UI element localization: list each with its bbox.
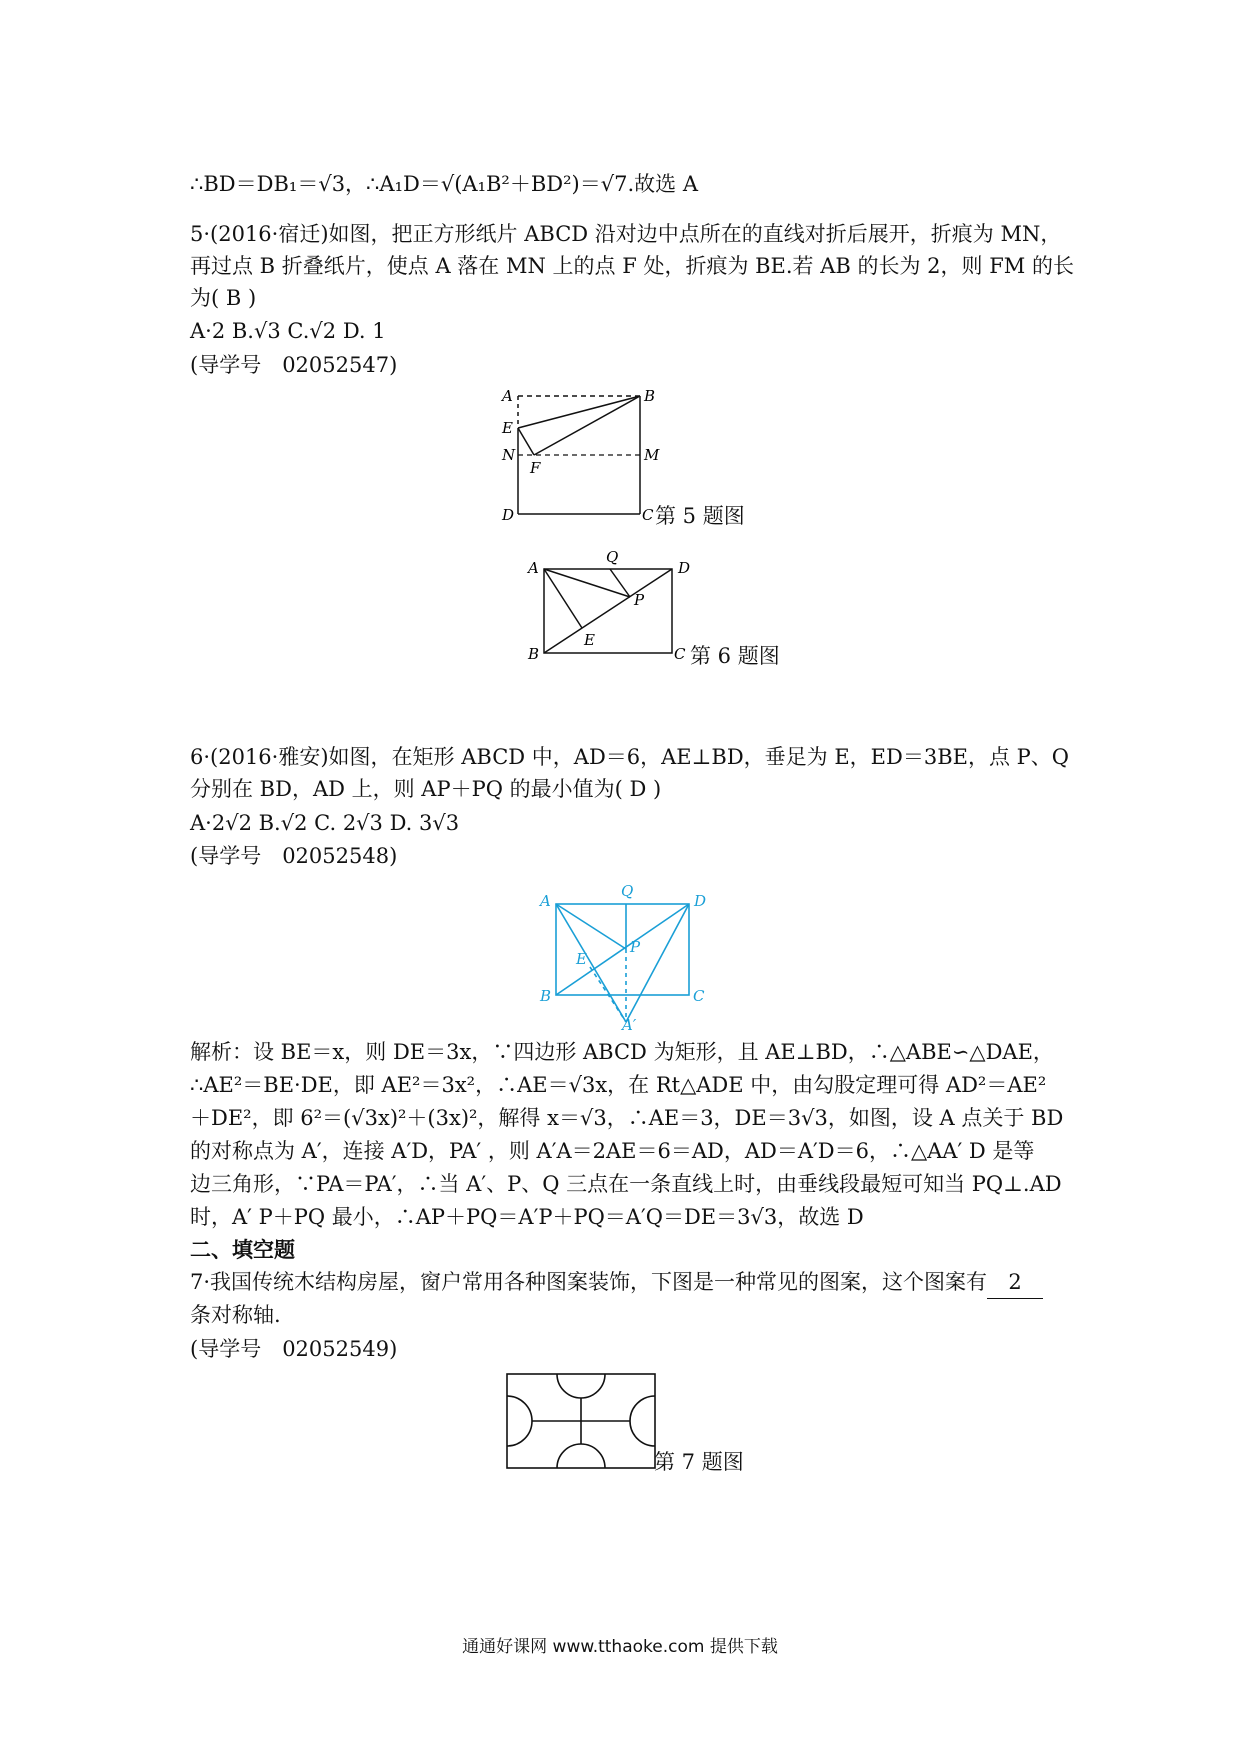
fig5-label-e: E bbox=[502, 419, 513, 437]
figure-6-solution bbox=[530, 882, 720, 1032]
fig6p-label-c: C bbox=[674, 645, 686, 663]
fig5-label-n: N bbox=[502, 446, 516, 464]
fig6s-label-c: C bbox=[693, 987, 705, 1005]
analysis-line-1: 解析：设 BE＝x，则 DE＝3x，∵四边形 ABCD 为矩形，且 AE⊥BD，∴△ABE∽△DAE， bbox=[190, 1040, 1054, 1064]
q7-answer-blank: 2 bbox=[987, 1266, 1043, 1299]
q6-text-2: 分别在 BD，AD 上，则 AP＋PQ 的最小值为( D ) bbox=[190, 777, 662, 801]
q6-text-1: 6·(2016·雅安)如图，在矩形 ABCD 中，AD＝6，AE⊥BD，垂足为 E，ED＝3BE，点 P、Q bbox=[190, 745, 1069, 769]
fig6s-label-q: Q bbox=[621, 882, 634, 900]
q5-ref: (导学号 02052547) bbox=[190, 353, 398, 377]
analysis-line-6: 时，A′ P＋PQ 最小，∴AP＋PQ＝A′P＋PQ＝A′Q＝DE＝3√3，故选 D bbox=[190, 1205, 864, 1229]
page-footer: 通通好课网 www.tthaoke.com 提供下载 bbox=[462, 1637, 778, 1657]
q6-ref: (导学号 02052548) bbox=[190, 844, 398, 868]
fig5-label-f: F bbox=[530, 459, 541, 477]
prev-answer-line: ∴BD＝DB₁＝√3，∴A₁D＝√(A₁B²＋BD²)＝√7.故选 A bbox=[190, 172, 698, 196]
q7-ref: (导学号 02052549) bbox=[190, 1337, 398, 1361]
fig5-label-c: C bbox=[642, 506, 654, 524]
fig6s-label-b: B bbox=[540, 987, 552, 1005]
q5-text-2: 再过点 B 折叠纸片，使点 A 落在 MN 上的点 F 处，折痕为 BE.若 AB 的长为 2，则 FM 的长 bbox=[190, 254, 1074, 278]
fig5-label-m: M bbox=[644, 446, 660, 464]
fig7-caption: 第 7 题图 bbox=[654, 1450, 744, 1474]
figure-5 bbox=[490, 384, 670, 524]
figure-6-preview bbox=[520, 545, 700, 665]
figure-7 bbox=[505, 1372, 657, 1472]
q5-text-1: 5·(2016·宿迁)如图，把正方形纸片 ABCD 沿对边中点所在的直线对折后展开，折痕为 MN， bbox=[190, 222, 1062, 246]
fig5-caption: 第 5 题图 bbox=[655, 504, 745, 528]
fig6s-label-a-prime: A′ bbox=[622, 1016, 637, 1032]
fig5-label-a: A bbox=[502, 387, 513, 405]
q6-options: A·2√2 B.√2 C. 2√3 D. 3√3 bbox=[190, 811, 460, 835]
analysis-line-3: ＋DE²，即 6²＝(√3x)²＋(3x)²，解得 x＝√3，∴AE＝3，DE＝3√3，如图，设 A 点关于 BD bbox=[190, 1106, 1064, 1130]
fig6p-label-a: A bbox=[528, 559, 539, 577]
q7-text-1a: 7·我国传统木结构房屋，窗户常用各种图案装饰，下图是一种常见的图案，这个图案有 bbox=[190, 1270, 988, 1294]
fig6p-label-b: B bbox=[528, 645, 540, 663]
fig6s-label-p: P bbox=[630, 938, 641, 956]
fig5-label-d: D bbox=[502, 506, 515, 524]
q7-text-1 bbox=[190, 1266, 1043, 1299]
analysis-line-5: 边三角形，∵PA＝PA′，∴当 A′、P、Q 三点在一条直线上时，由垂线段最短可知当 PQ⊥.AD bbox=[190, 1172, 1062, 1196]
fig6p-label-e: E bbox=[584, 631, 595, 649]
fig5-label-b: B bbox=[644, 387, 656, 405]
fig6s-label-d: D bbox=[694, 892, 707, 910]
fig6p-label-d: D bbox=[678, 559, 691, 577]
fig6p-label-q: Q bbox=[606, 548, 619, 566]
analysis-line-4: 的对称点为 A′，连接 A′D，PA′ ，则 A′A＝2AE＝6＝AD，AD＝A′D＝6，∴△AA′ D 是等 bbox=[190, 1139, 1035, 1163]
analysis-line-2: ∴AE²＝BE·DE，即 AE²＝3x²，∴AE＝√3x，在 Rt△ADE 中，由勾股定理可得 AD²＝AE² bbox=[190, 1073, 1047, 1097]
fig6p-label-p: P bbox=[634, 591, 645, 609]
q7-text-2: 条对称轴. bbox=[190, 1303, 281, 1327]
section-fill-blank-heading: 二、填空题 bbox=[190, 1237, 295, 1262]
fig6s-label-e: E bbox=[576, 950, 587, 968]
fig6s-label-a: A bbox=[540, 892, 551, 910]
fig6-caption: 第 6 题图 bbox=[690, 644, 780, 668]
q5-text-3: 为( B ) bbox=[190, 286, 257, 310]
q5-options: A·2 B.√3 C.√2 D. 1 bbox=[190, 319, 386, 343]
